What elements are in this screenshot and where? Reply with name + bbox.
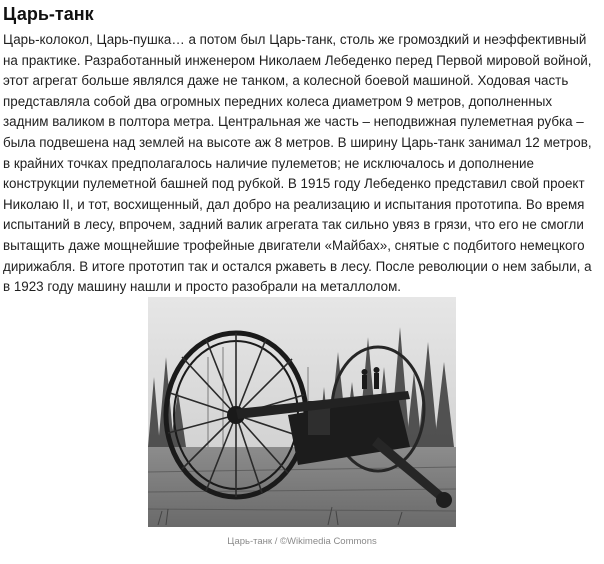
- photo-caption: Царь-танк / ©Wikimedia Commons: [227, 536, 377, 547]
- article-title: Царь-танк: [3, 4, 94, 24]
- article-figure: [148, 297, 456, 527]
- tsar-tank-photo: [148, 297, 456, 527]
- article-body: Царь-колокол, Царь-пушка… а потом был Царь-танк, столь же громоздкий и неэффективный на практике. Разработанный инженером Николаем Лебеденко перед Первой мировой войной, этот агрегат больше являлся даже не танком, а колесной боевой машиной. Ходовая часть представляла собой два огромных передних колеса диаметром 9 метров, дополненных задним валиком в полтора метра. Центральная же часть – неподвижная пулеметная рубка – была подвешена над землей на высоте аж 8 метров. В ширину Царь-танк занимал 12 метров, в крайних точках предполагалось наличие пулеметов; не исключалось и дополнение конструкции пулеметной башней под рубкой. В 1915 году Лебеденко представил свой проект Николаю II, и тот, восхищенный, дал добро на реализацию и испытания прототипа. Во время испытаний в лесу, впрочем, задний валик агрегата так сильно увяз в грязи, что его не смогли вытащить даже мощнейшие трофейные двигатели «Майбах», снятые с подбитого немецкого дирижабля. В итоге прототип так и остался ржаветь в лесу. После революции о нем забыли, а в 1923 году машину нашли и просто разобрали на металлолом.: [3, 32, 592, 295]
